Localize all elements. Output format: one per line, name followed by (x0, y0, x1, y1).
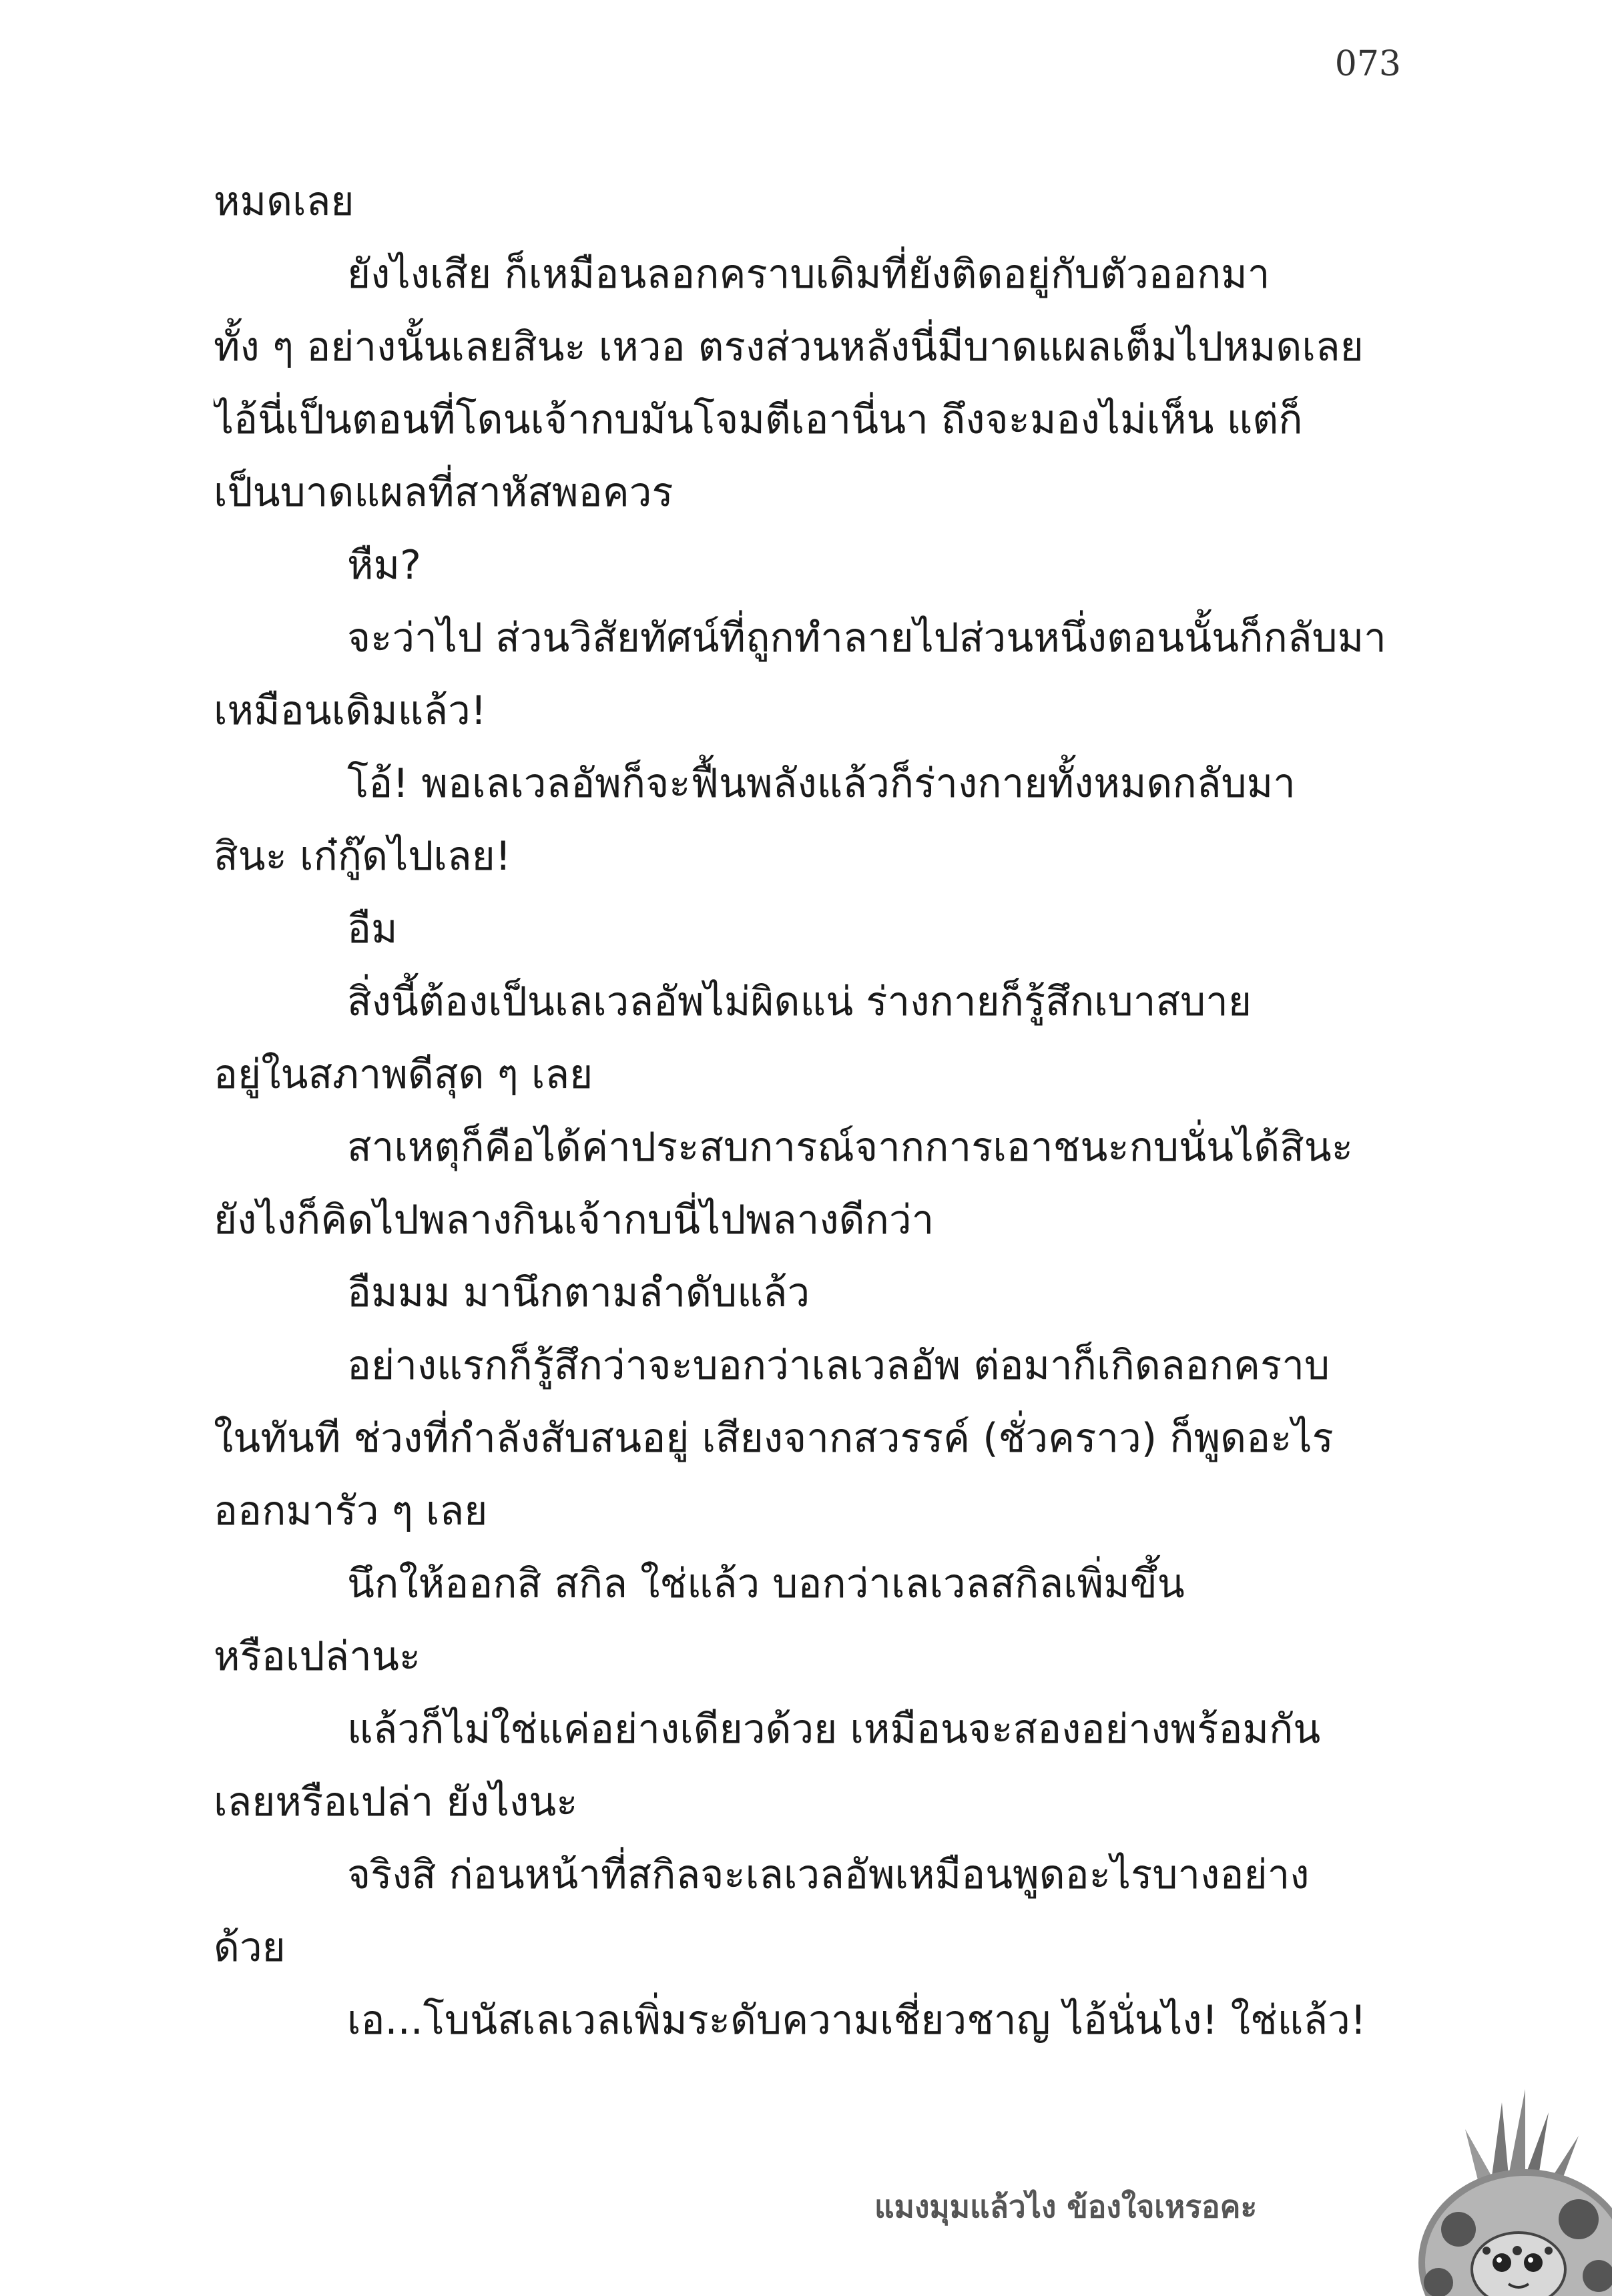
spider-mascot-icon (1358, 2076, 1612, 2296)
footer-book-title: แมงมุมแล้วไง ข้องใจเหรอคะ (874, 2189, 1258, 2225)
text-line: จริงสิ ก่อนหน้าที่สกิลจะเลเวลอัพเหมือนพูดอะไรบางอย่าง (347, 1851, 1310, 1898)
text-line: ในทันที ช่วงที่กำลังสับสนอยู่ เสียงจากสวรรค์ (ชั่วคราว) ก็พูดอะไร (214, 1415, 1334, 1462)
text-line: ทั้ง ๆ อย่างนั้นเลยสินะ เหวอ ตรงส่วนหลังนี่มีบาดแผลเต็มไปหมดเลย (214, 324, 1364, 370)
text-line: ด้วย (214, 1924, 286, 1971)
text-line: แล้วก็ไม่ใช่แค่อย่างเดียวด้วย เหมือนจะสองอย่างพร้อมกัน (347, 1706, 1321, 1753)
text-line: อืม (347, 906, 398, 952)
text-line: ออกมารัว ๆ เลย (214, 1488, 488, 1534)
text-line: ยังไงเสีย ก็เหมือนลอกคราบเดิมที่ยังติดอยู่กับตัวออกมา (347, 251, 1270, 298)
page-number: 073 (1334, 44, 1401, 84)
text-line: ไอ้นี่เป็นตอนที่โดนเจ้ากบมันโจมตีเอานี่นา ถึงจะมองไม่เห็น แต่ก็ (214, 396, 1303, 443)
text-line: สาเหตุก็คือได้ค่าประสบการณ์จากการเอาชนะกบนั่นได้สินะ (347, 1124, 1354, 1171)
text-line: เป็นบาดแผลที่สาหัสพอควร (214, 469, 674, 516)
text-line: สินะ เก๋กู๊ดไปเลย! (214, 833, 511, 880)
text-line: หมดเลย (214, 178, 354, 225)
text-line: หรือเปล่านะ (214, 1633, 421, 1680)
text-line: อยู่ในสภาพดีสุด ๆ เลย (214, 1051, 593, 1098)
text-line: ยังไงก็คิดไปพลางกินเจ้ากบนี่ไปพลางดีกว่า (214, 1197, 934, 1243)
text-line: อืมมม มานึกตามลำดับแล้ว (347, 1269, 810, 1316)
text-line: โอ้! พอเลเวลอัพก็จะฟื้นพลังแล้วก็ร่างกายทั้งหมดกลับมา (347, 760, 1296, 807)
body-text (214, 166, 1408, 2057)
text-line: สิ่งนี้ต้องเป็นเลเวลอัพไม่ผิดแน่ ร่างกายก็รู้สึกเบาสบาย (347, 978, 1252, 1025)
text-line: อย่างแรกก็รู้สึกว่าจะบอกว่าเลเวลอัพ ต่อมาก็เกิดลอกคราบ (347, 1342, 1330, 1389)
text-line: เอ...โบนัสเลเวลเพิ่มระดับความเชี่ยวชาญ ไอ้นั่นไง! ใช่แล้ว! (347, 1997, 1366, 2044)
text-line: เหมือนเดิมแล้ว! (214, 687, 487, 734)
text-line: หืม? (347, 542, 421, 589)
text-line: เลยหรือเปล่า ยังไงนะ (214, 1779, 578, 1825)
text-line: นึกให้ออกสิ สกิล ใช่แล้ว บอกว่าเลเวลสกิลเพิ่มขึ้น (347, 1560, 1185, 1607)
text-line: จะว่าไป ส่วนวิสัยทัศน์ที่ถูกทำลายไปส่วนหนึ่งตอนนั้นก็กลับมา (347, 615, 1386, 661)
